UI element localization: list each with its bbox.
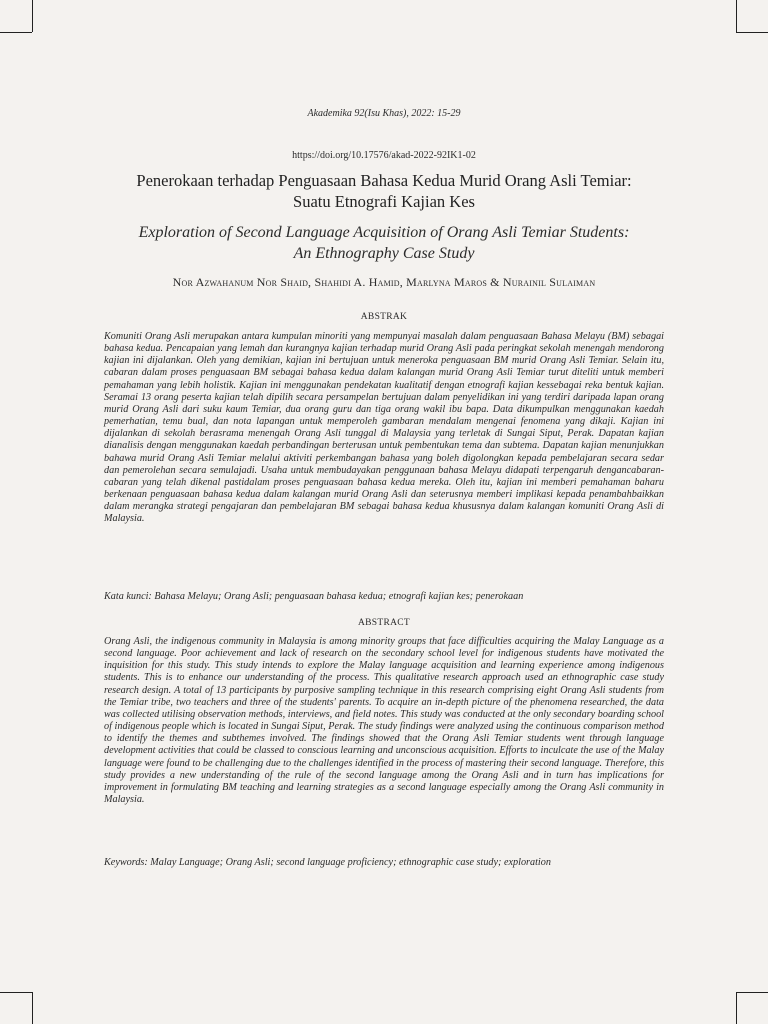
crop-mark-top-right-horizontal (736, 32, 768, 33)
title-malay (104, 170, 664, 212)
title-malay-line2: Suatu Etnografi Kajian Kes (293, 192, 475, 211)
kata-kunci: Kata kunci: Bahasa Melayu; Orang Asli; penguasaan bahasa kedua; etnografi kajian kes; penerokaan (104, 591, 524, 602)
crop-mark-top-left-horizontal (0, 32, 32, 33)
crop-mark-bottom-left-horizontal (0, 992, 32, 993)
doi-link[interactable]: https://doi.org/10.17576/akad-2022-92IK1-02 (292, 150, 476, 161)
journal-citation: Akademika 92(Isu Khas), 2022: 15-29 (307, 108, 461, 119)
title-english-line2: An Ethnography Case Study (293, 245, 475, 262)
abstrak-body: Komuniti Orang Asli merupakan antara kumpulan minoriti yang mempunyai masalah dalam penguasaan Bahasa Melayu (BM) sebagai bahasa kedua. Pencapaian yang lemah dan kurangnya kajian terhadap murid Orang Asli pada peringkat sekolah menengah mendorong kajian ini dijalankan. Oleh yang demikian, kajian ini bertujuan untuk meneroka penguasaan BM murid Orang Asli Temiar. Selain itu, cabaran dalam proses penguasaan BM sebagai bahasa kedua dalam kalangan murid Orang Asli Temiar turut diteliti untuk memberi pemahaman yang lebih holistik. Kajian ini menggunakan pendekatan kualitatif dengan etnografi kajian kessebagai reka bentuk kajian. Seramai 13 orang peserta kajian telah dipilih secara persampelan bertujuan dalam penyelidikan ini yang terdiri daripada lapan orang murid Orang Asli dari suku kaum Temiar, dua orang guru dan tiga orang wakil ibu bapa. Data dikumpulkan menggunakan kaedah pemerhatian, temu bual, dan nota lapangan untuk memperoleh gambaran mendalam mengenai fenomena yang dikaji. Kajian ini dijalankan di sekolah berasrama menengah Orang Asli tunggal di Malaysia yang terletak di Sungai Siput, Perak. Dapatan kajian dianalisis dengan menggunakan kaedah perbandingan berterusan untuk pembentukan tema dan subtema. Dapatan kajian menunjukkan bahawa murid Orang Asli Temiar melalui aktiviti perkembangan bahasa yang boleh digolongkan kepada pembelajaran secara sedar dan pemerolehan secara semulajadi. Usaha untuk membudayakan penggunaan bahasa Melayu didapati terpengaruh dengancabaran-cabaran yang telah dikenal pastidalam proses penguasaan bahasa kedua mereka. Oleh itu, kajian ini memberi pemahaman baharu berkenaan penguasaan bahasa kedua dalam kalangan murid Orang Asli dan seterusnya memberi implikasi kepada penambahbaikkan dalam merangka strategi pengajaran dan pembelajaran BM sebagai bahasa kedua khususnya dalam kalangan komuniti Orang Asli di Malaysia. (104, 331, 664, 525)
crop-mark-bottom-right-vertical (736, 992, 737, 1024)
crop-mark-bottom-right-horizontal (736, 992, 768, 993)
title-malay-line1: Penerokaan terhadap Penguasaan Bahasa Kedua Murid Orang Asli Temiar: (136, 171, 632, 190)
abstrak-heading: ABSTRAK (360, 312, 408, 322)
keywords: Keywords: Malay Language; Orang Asli; second language proficiency; ethnographic case study; exploration (104, 857, 551, 868)
abstract-body: Orang Asli, the indigenous community in Malaysia is among minority groups that face difficulties acquiring the Malay Language as a second language. Poor achievement and lack of research on the secondary school level for indigenous students have motivated the inquisition for this study. This study intends to explore the Malay language acquisition and learning experience among indigenous students. This is to enhance our understanding of the process. This qualitative research approach used an ethnographic case study research design. A total of 13 participants by purposive sampling technique in this research comprising eight Orang Asli students from the Temiar tribe, two teachers and three of the students' parents. To acquire an in-depth picture of the phenomena researched, the data was collected utilising observation methods, interviews, and field notes. This study was conducted at the only secondary boarding school of indigenous people which is located in Sungai Siput, Perak. The study findings were analyzed using the continuous comparison method to identify the themes and subthemes involved. The findings showed that the Orang Asli Temiar students went through language development activities that could be classed to conscious learning and unconscious acquisition. Efforts to inculcate the use of the Malay language were found to be challenging due to the challenges identified in the process of mastering their second language. Therefore, this study provides a new understanding of the rule of the second language among the Orang Asli and in turn has implications for improvement in formulating BM teaching and learning strategies as a second language especially among the Orang Asli community in Malaysia. (104, 636, 664, 806)
crop-mark-bottom-left-vertical (32, 992, 33, 1024)
author-list: Nor Azwahanum Nor Shaid, Shahidi A. Hamid, Marlyna Maros & Nurainil Sulaiman (172, 275, 596, 289)
title-english-line1: Exploration of Second Language Acquisition of Orang Asli Temiar Students: (138, 224, 630, 241)
crop-mark-top-left-vertical (32, 0, 33, 32)
title-english (104, 222, 664, 264)
abstract-heading: ABSTRACT (357, 618, 411, 628)
crop-mark-top-right-vertical (736, 0, 737, 32)
